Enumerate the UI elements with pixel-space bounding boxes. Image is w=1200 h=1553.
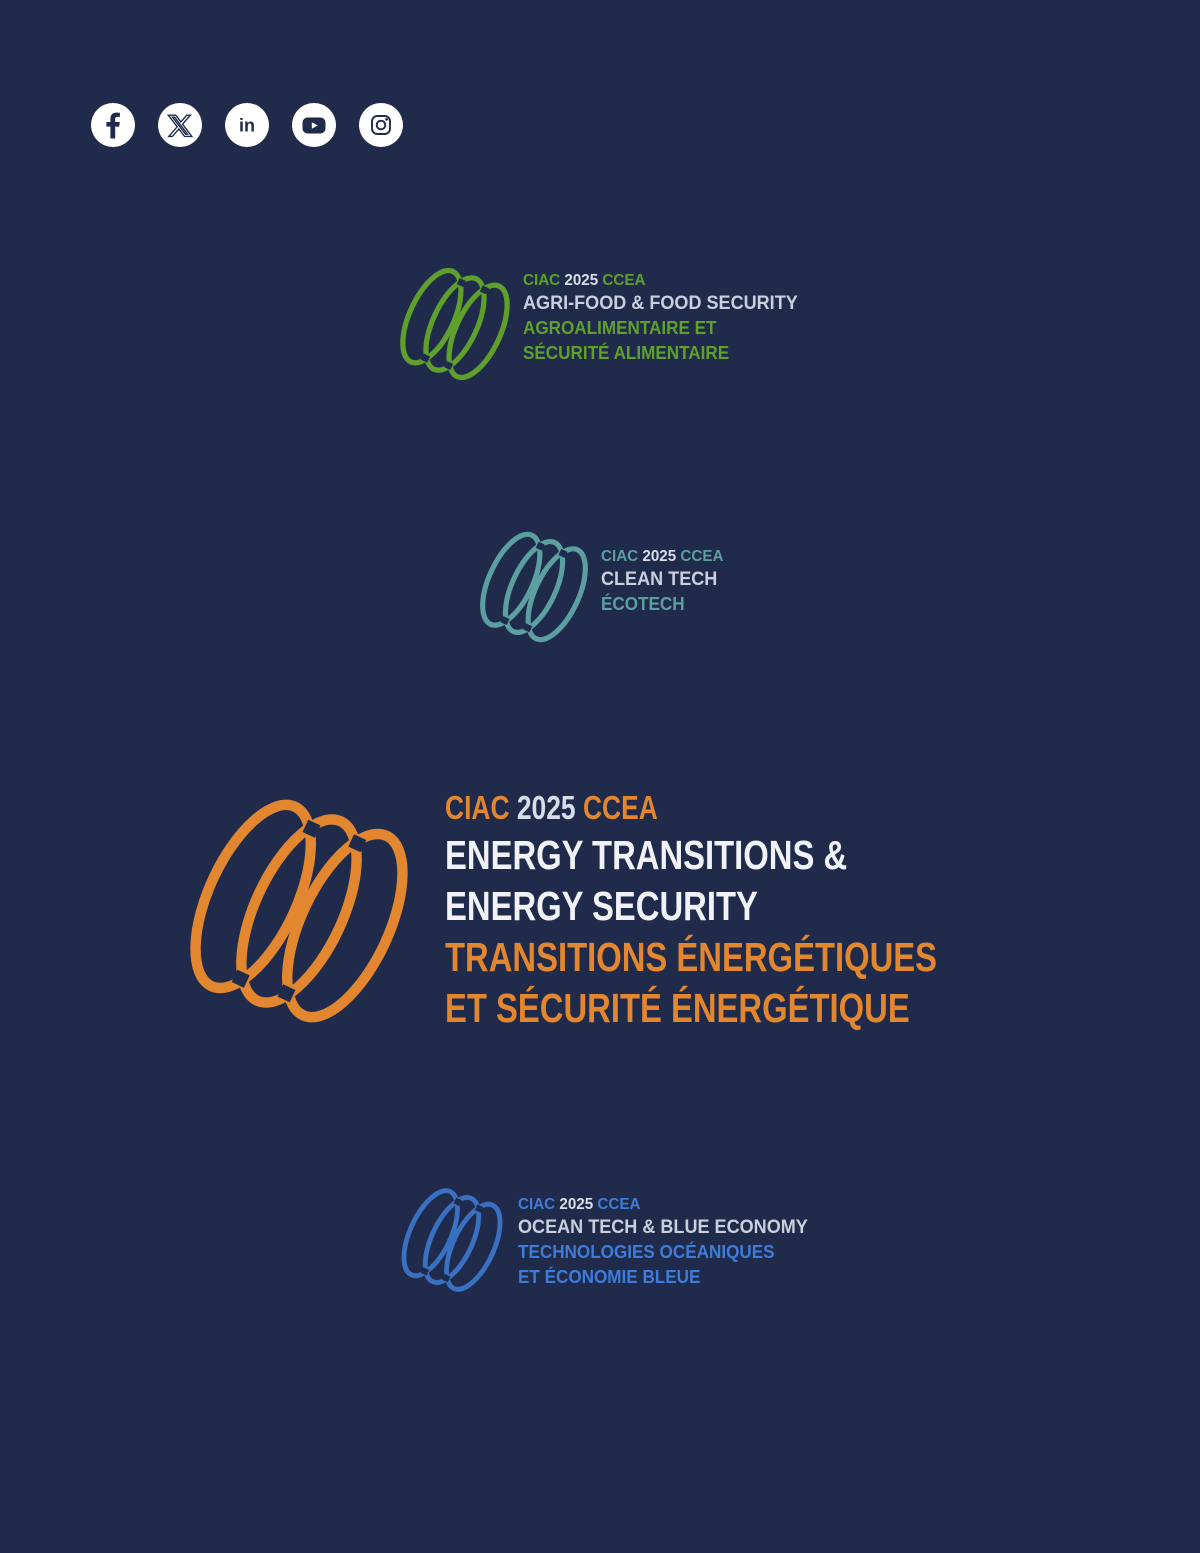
title-year: 2025 (559, 1196, 594, 1213)
instagram-icon[interactable] (359, 103, 403, 147)
heading-line-fr: TRANSITIONS ÉNERGÉTIQUES (445, 934, 938, 980)
title-ciac: CIAC (601, 548, 639, 565)
heading-line-en: CLEAN TECH (601, 569, 718, 590)
heading-line-fr: AGROALIMENTAIRE ET (523, 318, 717, 338)
lockup-energy (174, 786, 1060, 1036)
heading-line-en: ENERGY TRANSITIONS & (445, 832, 848, 878)
lockup-heading-fr (523, 316, 798, 366)
heading-line-fr: ET SÉCURITÉ ÉNERGÉTIQUE (445, 985, 910, 1031)
heading-line-en: OCEAN TECH & BLUE ECONOMY (518, 1217, 808, 1238)
heading-line-fr: ÉCOTECH (601, 594, 685, 614)
title-ciac: CIAC (523, 272, 561, 289)
title-year: 2025 (564, 272, 599, 289)
x-twitter-icon[interactable] (158, 103, 202, 147)
title-ciac: CIAC (518, 1196, 556, 1213)
lockup-heading-en (523, 291, 798, 316)
lockup-title (601, 546, 724, 567)
knot-icon (392, 261, 518, 387)
knot-icon (394, 1182, 510, 1298)
title-ccea: CCEA (582, 789, 658, 826)
title-ciac: CIAC (445, 789, 510, 826)
lockup-cleantech (472, 525, 730, 649)
title-year: 2025 (516, 789, 576, 826)
lockup-heading-fr (601, 592, 724, 617)
lockup-ocean (394, 1182, 823, 1298)
lockup-title (445, 786, 937, 830)
title-ccea: CCEA (602, 272, 646, 289)
lockup-heading-en (601, 567, 724, 592)
lockup-text (523, 261, 798, 366)
lockup-text (445, 786, 937, 1034)
lockup-heading-en (445, 830, 937, 932)
heading-line-en: ENERGY SECURITY (445, 883, 758, 929)
social-links-bar (91, 103, 403, 147)
svg-text:in: in (239, 115, 255, 136)
title-ccea: CCEA (597, 1196, 641, 1213)
lockup-title (523, 270, 798, 291)
linkedin-icon[interactable] (225, 103, 269, 147)
lockup-heading-fr (445, 932, 937, 1034)
lockup-text (518, 1182, 808, 1290)
lockup-heading-fr (518, 1240, 808, 1290)
knot-icon (472, 525, 596, 649)
heading-line-fr: SÉCURITÉ ALIMENTAIRE (523, 343, 730, 363)
title-ccea: CCEA (680, 548, 724, 565)
lockup-agrifood (392, 261, 812, 387)
lockup-text (601, 525, 724, 617)
lockup-heading-en (518, 1215, 808, 1240)
heading-line-fr: TECHNOLOGIES OCÉANIQUES (518, 1242, 775, 1262)
youtube-icon[interactable] (292, 103, 336, 147)
knot-icon (174, 786, 424, 1036)
lockup-title (518, 1194, 808, 1215)
facebook-icon[interactable] (91, 103, 135, 147)
title-year: 2025 (642, 548, 677, 565)
heading-line-fr: ET ÉCONOMIE BLEUE (518, 1267, 701, 1287)
heading-line-en: AGRI-FOOD & FOOD SECURITY (523, 293, 798, 314)
